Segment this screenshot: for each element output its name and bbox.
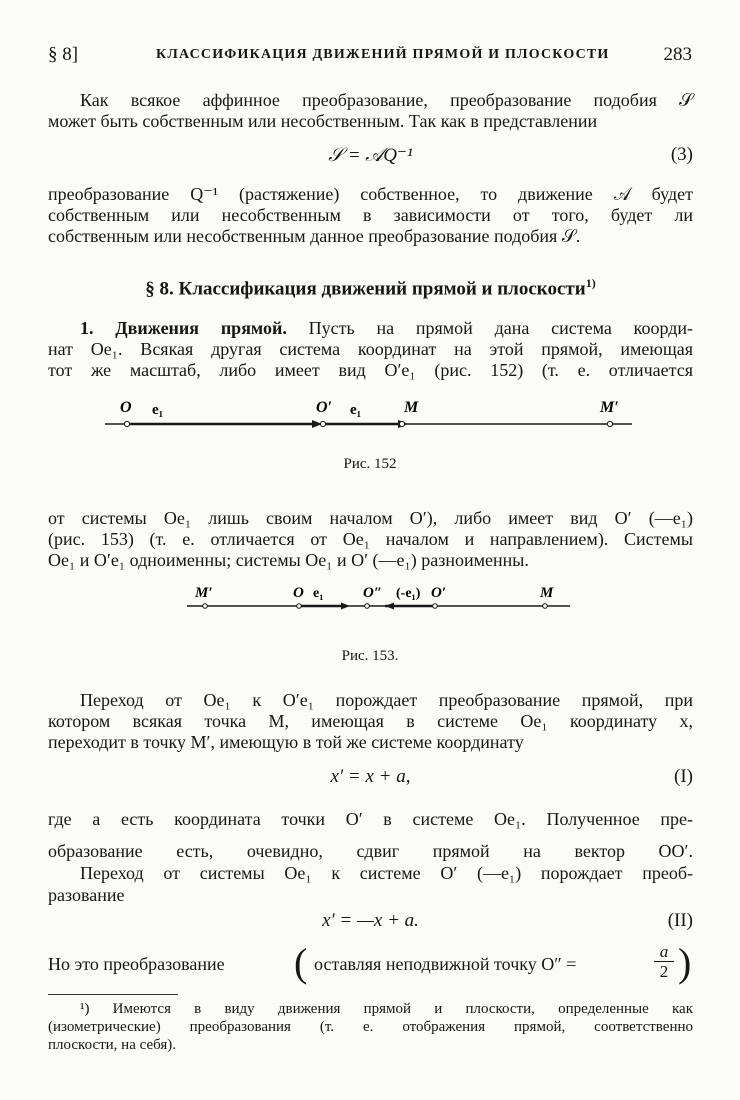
section-title: § 8. Классификация движений прямой и плоскости xyxy=(145,278,586,300)
label-e1: e₁ xyxy=(152,402,164,418)
arrow-head xyxy=(341,603,350,610)
text-line: образование есть, очевидно, сдвиг прямой на вектор OO′. xyxy=(48,841,693,861)
text-fragment: Пусть на прямой дана система коорди- xyxy=(286,318,694,338)
formula-number: (I) xyxy=(674,766,693,787)
point-M xyxy=(399,421,404,426)
label-M: M xyxy=(404,399,419,416)
point-O xyxy=(297,604,302,609)
text-line: тот же масштаб, либо имеет вид O′e₁ (рис. 152) (т. е. отличается xyxy=(48,360,693,380)
label-e1: e₁ xyxy=(313,586,324,601)
figure-152-caption: Рис. 152 xyxy=(343,456,397,472)
formula-expression: x′ = —x + a. xyxy=(322,910,419,931)
label-O-double-prime: O″ xyxy=(363,585,383,601)
formula-number: (3) xyxy=(670,144,693,165)
intro-paragraph xyxy=(48,90,693,132)
arrow-head xyxy=(385,603,394,610)
fraction-numerator: a xyxy=(654,942,674,962)
intro-continuation xyxy=(48,184,693,247)
point-O-double-prime xyxy=(365,604,370,609)
left-paren: ( xyxy=(294,940,308,985)
header-section-mark: § 8] xyxy=(48,44,79,65)
paragraph-transition xyxy=(48,690,693,753)
text-line: Переход от системы Oe₁ к системе O′ (—e₁) порождает преоб- xyxy=(80,863,693,883)
label-e1: e₁ xyxy=(350,402,362,418)
paragraph-systems xyxy=(48,508,693,571)
header-running-title: КЛАССИФИКАЦИЯ ДВИЖЕНИЙ ПРЯМОЙ И ПЛОСКОСТИ xyxy=(156,47,610,62)
footnote-line: (изометрические) преобразования (т. е. отображения прямой, соответственно xyxy=(48,1019,693,1035)
page-number: 283 xyxy=(663,44,692,65)
footnote-line: ¹) Имеются в виду движения прямой и плоскости, определенные как xyxy=(80,1001,693,1017)
paragraph-shift xyxy=(48,808,693,906)
footnote xyxy=(48,1000,693,1054)
formula-3 xyxy=(48,144,693,168)
formula-expression: 𝒮 = 𝒜Q⁻¹ xyxy=(328,145,413,166)
point-O-prime xyxy=(320,421,325,426)
formula-number: (II) xyxy=(667,910,693,931)
text-line: Oe₁ и O′e₁ одноименны; системы Oe₁ и O′ (—e₁) разноименны. xyxy=(48,550,529,570)
section-heading xyxy=(48,276,693,300)
label-O-prime: O′ xyxy=(431,585,447,601)
label-O-prime: O′ xyxy=(316,399,333,416)
text-line: может быть собственным или несобственным. Так как в представлении xyxy=(48,111,598,131)
right-paren: ) xyxy=(678,940,692,985)
formula-II xyxy=(48,910,693,934)
text-fragment: оставляя неподвижной точку O″ = xyxy=(314,954,577,974)
running-header xyxy=(48,44,692,70)
point-O xyxy=(124,421,129,426)
label-minus-e1: (-e₁) xyxy=(396,586,421,601)
text-line xyxy=(48,318,693,339)
text-line: собственным или несобственным в зависимости от того, будет ли xyxy=(48,205,693,225)
text-line: Как всякое аффинное преобразование, преобразование подобия 𝒮 xyxy=(80,90,693,110)
point-O-prime xyxy=(433,604,438,609)
footnote-line: плоскости, на себя). xyxy=(48,1037,177,1053)
label-M-prime: M′ xyxy=(195,585,213,601)
footnote-rule xyxy=(48,994,178,995)
text-line: преобразование Q⁻¹ (растяжение) собственное, то движение 𝒜 будет xyxy=(48,184,693,204)
figure-152 xyxy=(100,396,640,436)
text-line: от системы Oe₁ лишь своим началом O′), либо имеет вид O′ (—e₁) xyxy=(48,508,693,528)
point-M-prime xyxy=(607,421,612,426)
text-line: котором всякая точка M, имеющая в системе Oe₁ координату x, xyxy=(48,711,693,731)
label-O: O xyxy=(293,585,304,601)
text-line: разование xyxy=(48,885,125,905)
text-line: Переход от Oe₁ к O′e₁ порождает преобразование прямой, при xyxy=(80,690,693,710)
text-line: нат Oe₁. Всякая другая система координат на этой прямой, имеющая xyxy=(48,339,693,359)
fraction xyxy=(654,942,674,981)
text-line: собственным или несобственным данное преобразование подобия 𝒮. xyxy=(48,226,581,246)
label-O: O xyxy=(120,399,132,416)
footnote-ref: 1) xyxy=(585,276,596,290)
point-M xyxy=(543,604,548,609)
point-M-prime xyxy=(203,604,208,609)
label-M: M xyxy=(540,585,554,601)
text-line: переходит в точку M′, имеющую в той же системе координату xyxy=(48,732,524,752)
subsection-lead: 1. Движения прямой. xyxy=(80,318,287,338)
formula-expression: x′ = x + a, xyxy=(330,766,411,787)
last-line xyxy=(48,942,693,984)
text-fragment: Но это преобразование xyxy=(48,954,225,974)
figure-153 xyxy=(185,582,575,618)
label-M-prime: M′ xyxy=(600,399,619,416)
figure-153-caption: Рис. 153. xyxy=(341,648,399,664)
text-line: (рис. 153) (т. е. отличается от Oe₁ началом и направлением). Системы xyxy=(48,529,693,549)
formula-I xyxy=(48,766,693,790)
fraction-denominator: 2 xyxy=(659,962,669,981)
paragraph-lines-motion xyxy=(48,318,693,381)
text-line: где a есть координата точки O′ в системе Oe₁. Полученное пре- xyxy=(48,809,693,829)
